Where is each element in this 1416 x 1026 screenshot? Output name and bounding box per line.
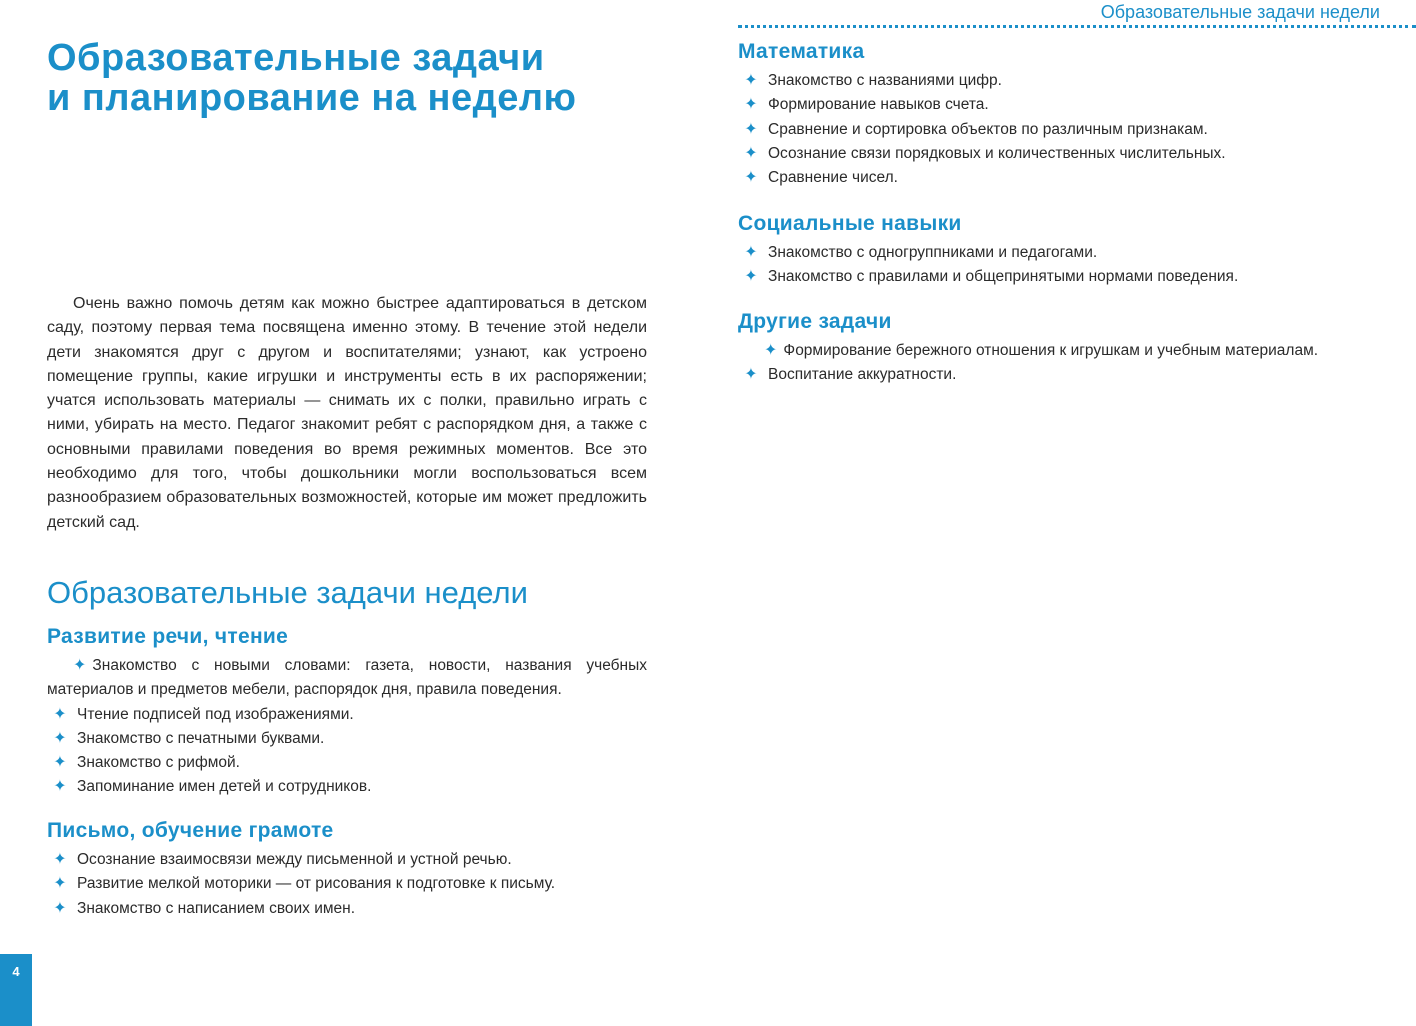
other-tasks-heading: Другие задачи [738,310,892,333]
math-heading: Математика [738,40,865,63]
four-point-star-icon: ✦ [744,72,758,89]
list-item-text: Осознание связи порядковых и количественных числительных. [768,144,1226,162]
running-head: Образовательные задачи недели [1100,2,1380,22]
list-item [47,727,647,751]
four-point-star-icon: ✦ [73,657,87,674]
math-block [738,37,1348,190]
four-point-star-icon: ✦ [744,244,758,261]
list-item-text: Сравнение чисел. [768,169,898,187]
four-point-star-icon: ✦ [53,754,67,772]
list-item [738,339,1348,363]
list-item-text: Знакомство с рифмой. [77,754,240,772]
list-item [47,654,647,703]
list-item-text: Знакомство с печатными буквами. [77,729,325,747]
four-point-star-icon: ✦ [744,366,758,384]
list-item-text: Сравнение и сортировка объектов по различным признакам. [768,120,1208,138]
list-item-text: Знакомство с правилами и общепринятыми нормами поведения. [768,268,1239,286]
list-item [47,751,647,775]
speech-reading-list [47,654,647,800]
four-point-star-icon: ✦ [764,342,778,359]
list-item-text: Формирование навыков счета. [768,96,989,114]
four-point-star-icon: ✦ [744,96,758,114]
list-item-text: Формирование бережного отношения к игрушкам и учебным материалам. [783,342,1319,359]
other-tasks-list [738,339,1348,388]
speech-reading-heading: Развитие речи, чтение [47,625,289,648]
list-item [738,118,1348,142]
list-item-text: Знакомство с названиями цифр. [768,72,1002,89]
right-page [708,0,1416,1026]
four-point-star-icon: ✦ [53,705,67,723]
list-item-text: Знакомство с написанием своих имен. [77,899,356,917]
math-list [738,69,1348,190]
page-title [47,38,576,118]
list-item-text: Знакомство с одногруппниками и педагогами. [768,244,1098,261]
list-item-text: Развитие мелкой моторики — от рисования к подготовке к письму. [77,875,556,893]
section-title: Образовательные задачи недели [47,575,528,610]
social-skills-heading: Социальные навыки [738,212,962,235]
list-item [47,703,647,727]
list-item [47,775,647,799]
four-point-star-icon: ✦ [744,169,758,187]
list-item [738,142,1348,166]
list-item-text: Знакомство с новыми словами: газета, новости, названия учебных материалов и предметов мебели, распорядок дня, правила поведения. [47,657,647,699]
speech-reading-block [47,622,647,800]
list-item [47,848,647,872]
list-item-text: Чтение подписей под изображениями. [77,705,354,723]
four-point-star-icon: ✦ [53,729,67,747]
list-item [738,363,1348,387]
four-point-star-icon: ✦ [53,899,67,917]
four-point-star-icon: ✦ [53,851,67,868]
four-point-star-icon: ✦ [744,268,758,286]
writing-literacy-block [47,816,647,921]
four-point-star-icon: ✦ [53,875,67,893]
page-title-line-2: и планирование на неделю [47,77,577,119]
page-number: 4 [0,954,32,1026]
intro-paragraph: Очень важно помочь детям как можно быстрее адаптироваться в детском саду, поэтому первая тема посвящена именно этому. В течение этой недели дети знакомятся друг с другом и воспитателями; узнают, как устроено помещение группы, какие игрушки и инструменты есть в их распоряжении; учатся использовать материалы — снимать их с полки, правильно играть с ними, убирать на место. Педагог знакомит ребят с распорядком дня, а также с основными правилами поведения во время режимных моментов. Все это необходимо для того, чтобы дошкольники могли воспользоваться всем разнообразием образовательных возможностей, которые им может предложить детский сад. [47,295,647,531]
list-item [738,241,1348,265]
page-title-line-1: Образовательные задачи [47,37,545,79]
list-item-text: Воспитание аккуратности. [768,366,957,384]
list-item [738,93,1348,117]
list-item [47,897,647,921]
list-item [738,265,1348,289]
four-point-star-icon: ✦ [744,120,758,138]
four-point-star-icon: ✦ [53,778,67,796]
list-item [738,166,1348,190]
other-tasks-block [738,307,1348,388]
list-item [47,872,647,896]
list-item-text: Осознание взаимосвязи между письменной и устной речью. [77,851,512,868]
writing-literacy-list [47,848,647,921]
social-skills-list [738,241,1348,290]
list-item-text: Запоминание имен детей и сотрудников. [77,778,372,796]
social-skills-block [738,209,1348,290]
writing-literacy-heading: Письмо, обучение грамоте [47,819,334,842]
dotted-divider [738,25,1416,28]
four-point-star-icon: ✦ [744,144,758,162]
list-item [738,69,1348,93]
